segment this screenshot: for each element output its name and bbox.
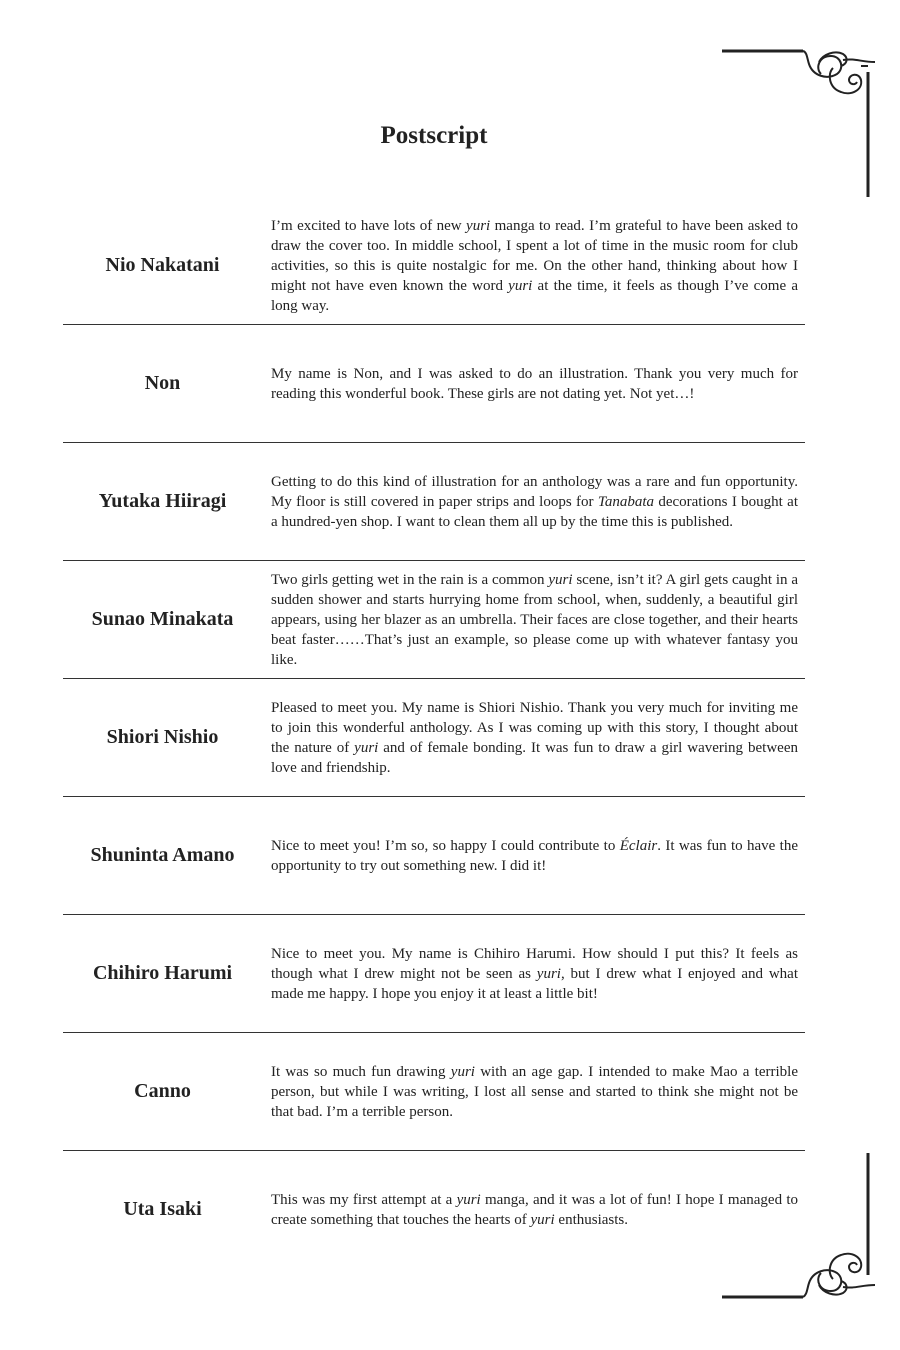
italic-term: yuri bbox=[354, 739, 379, 756]
italic-term: Tanabata bbox=[597, 493, 654, 510]
message-text: enthusiasts. bbox=[554, 1211, 629, 1228]
postscript-entry bbox=[63, 325, 805, 443]
postscript-entry bbox=[63, 443, 805, 561]
message-text: scene, isn’t it? A girl gets caught in a sudden shower and starts hurrying home from school, when, suddenly, a beautiful girl appears, using her blazer as an umbrella. Their faces are close together, and their hearts beat faster……That’s just an example, so please come up with whatever fantasy you like. bbox=[271, 571, 798, 668]
author-name: Chihiro Harumi bbox=[92, 962, 233, 984]
postscript-entry bbox=[63, 561, 805, 679]
italic-term: yuri bbox=[456, 1191, 481, 1208]
author-message bbox=[271, 216, 798, 316]
author-name: Shiori Nishio bbox=[106, 726, 219, 748]
message-text: It was so much fun drawing bbox=[271, 1063, 451, 1080]
author-name: Non bbox=[144, 372, 181, 394]
italic-term: yuri bbox=[536, 965, 561, 982]
message-text: My name is Non, and I was asked to do an illustration. Thank you very much for reading this wonderful book. These girls are not dating yet. Not yet…! bbox=[271, 365, 798, 402]
author-name: Shuninta Amano bbox=[90, 844, 235, 866]
italic-term: yuri bbox=[530, 1211, 555, 1228]
message-text: manga to read. I’m grateful to have been asked to draw the cover too. In middle school, I spent a lot of time in the music room for club activities, so this is quite nostalgic for me. On the other hand, thinking about how I might not have even known the word bbox=[271, 217, 798, 294]
message-text: This was my first attempt at a bbox=[271, 1191, 457, 1208]
message-text: and of female bonding. It was fun to draw a girl wavering between love and friendship. bbox=[271, 739, 798, 776]
message-text: with an age gap. I intended to make Mao a terrible person, but while I was writing, I lost all sense and started to think she might not be that bad. I’m a terrible person. bbox=[271, 1063, 798, 1120]
message-text: . It was fun to have the opportunity to try out something new. I did it! bbox=[271, 837, 799, 874]
postscript-entry bbox=[63, 1151, 805, 1268]
author-message bbox=[271, 570, 798, 670]
postscript-entry bbox=[63, 797, 805, 915]
author-message bbox=[271, 1062, 798, 1122]
author-message bbox=[271, 364, 798, 404]
author-name: Yutaka Hiiragi bbox=[98, 490, 227, 512]
author-message bbox=[271, 944, 798, 1004]
postscript-entry bbox=[63, 207, 805, 325]
message-text: , but I drew what I enjoyed and what made me happy. I hope you enjoy it at least a little bit! bbox=[271, 965, 798, 1002]
message-text: Nice to meet you! I’m so, so happy I could contribute to bbox=[271, 837, 620, 854]
author-message bbox=[271, 698, 798, 778]
message-text: decorations I bought at a hundred-yen shop. I want to clean them all up by the time this is published. bbox=[271, 493, 798, 530]
author-name: Nio Nakatani bbox=[105, 254, 220, 276]
author-message bbox=[271, 1190, 798, 1230]
postscript-list bbox=[63, 207, 805, 1268]
author-name: Sunao Minakata bbox=[91, 608, 234, 630]
message-text: Nice to meet you. My name is Chihiro Harumi. How should I put this? It feels as though what I drew might not be seen as bbox=[271, 945, 798, 982]
author-name: Canno bbox=[134, 1080, 191, 1102]
message-text: I’m excited to have lots of new bbox=[271, 217, 467, 234]
message-text: Pleased to meet you. My name is Shiori Nishio. Thank you very much for inviting me to join this wonderful anthology. As I was coming up with this story, I thought about the nature of bbox=[271, 699, 798, 756]
italic-term: Éclair bbox=[619, 837, 658, 854]
author-name: Uta Isaki bbox=[123, 1198, 202, 1220]
italic-term: yuri bbox=[466, 217, 491, 234]
message-text: Getting to do this kind of illustration for an anthology was a rare and fun opportunity. My floor is still covered in paper strips and loops for bbox=[271, 473, 798, 510]
message-text: Two girls getting wet in the rain is a common bbox=[271, 571, 549, 588]
page-title: Postscript bbox=[380, 122, 488, 149]
message-text: manga, and it was a lot of fun! I hope I managed to create something that touches the hearts of bbox=[271, 1191, 798, 1228]
italic-term: yuri bbox=[450, 1063, 475, 1080]
author-message bbox=[271, 836, 798, 876]
postscript-entry bbox=[63, 1033, 805, 1151]
author-message bbox=[271, 472, 798, 532]
italic-term: yuri bbox=[548, 571, 573, 588]
postscript-entry bbox=[63, 915, 805, 1033]
message-text: at the time, it feels as though I’ve come a long way. bbox=[271, 277, 798, 314]
postscript-entry bbox=[63, 679, 805, 797]
italic-term: yuri bbox=[508, 277, 533, 294]
